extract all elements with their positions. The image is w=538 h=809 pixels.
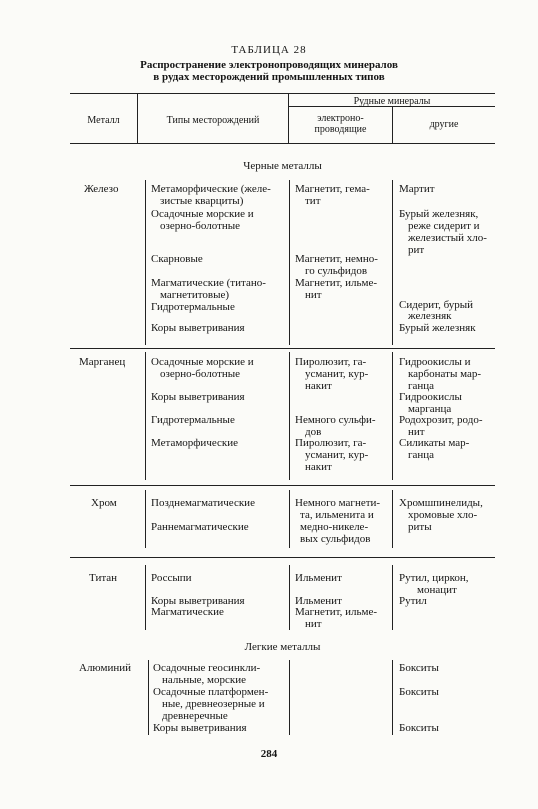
conductive-mineral-cell: усманит, кур-	[305, 368, 369, 380]
other-mineral-cell: железистый хло-	[408, 232, 487, 244]
body-divider-c5	[392, 660, 393, 735]
conductive-mineral-cell: Магнетит, немно-	[295, 253, 378, 265]
header-ore-minerals: Рудные минералы	[353, 96, 431, 107]
body-divider-b5	[289, 660, 290, 735]
conductive-mineral-cell: тит	[305, 195, 321, 207]
other-mineral-cell: риты	[408, 521, 432, 533]
other-mineral-cell: рит	[408, 244, 425, 256]
deposit-type-cell: Метаморфические (желе-	[151, 183, 271, 195]
body-divider-a1	[145, 180, 146, 345]
deposit-type-cell: Россыпи	[151, 572, 192, 584]
other-mineral-cell: ганца	[408, 449, 435, 461]
deposit-type-cell: Коры выветривания	[153, 722, 247, 734]
row-separator-3	[70, 557, 495, 558]
deposit-type-cell: Скарновые	[151, 253, 203, 265]
conductive-mineral-cell: медно-никеле-	[300, 521, 369, 533]
body-divider-a3	[145, 490, 146, 548]
body-divider-b1	[289, 180, 290, 345]
other-mineral-cell: Рутил	[399, 595, 427, 607]
conductive-mineral-cell: Немного магнети-	[295, 497, 381, 509]
conductive-mineral-cell: вых сульфидов	[300, 533, 371, 545]
body-divider-c3	[392, 490, 393, 548]
body-divider-b3	[289, 490, 290, 548]
other-mineral-cell: хромовые хло-	[408, 509, 478, 521]
conductive-mineral-cell: Ильменит	[295, 572, 342, 584]
deposit-type-cell: Магматические (титано-	[151, 277, 266, 289]
other-mineral-cell: реже сидерит и	[408, 220, 480, 232]
conductive-mineral-cell: накит	[305, 461, 332, 473]
table-title-line-1: Распространение электронопроводящих минералов	[140, 59, 398, 71]
header-top-rule	[70, 93, 495, 94]
deposit-type-cell: Гидротермальные	[151, 414, 235, 426]
deposit-type-cell: озерно-болотные	[160, 368, 241, 380]
metal-chromium: Хром	[91, 497, 117, 509]
body-divider-c2	[392, 352, 393, 480]
other-mineral-cell: Родохрозит, родо-	[399, 414, 483, 426]
deposit-type-cell: магнетитовые)	[160, 289, 230, 301]
deposit-type-cell: Коры выветривания	[151, 322, 245, 334]
section-ferrous: Черные металлы	[243, 160, 322, 172]
page-number: 284	[260, 748, 278, 760]
deposit-type-cell: Осадочные морские и	[151, 356, 254, 368]
conductive-mineral-cell: Пиролюзит, га-	[295, 437, 367, 449]
metal-manganese: Марганец	[79, 356, 126, 368]
deposit-type-cell: Магматические	[151, 606, 224, 618]
other-mineral-cell: Сидерит, бурый	[399, 299, 474, 311]
deposit-type-cell: Коры выветривания	[151, 595, 245, 607]
deposit-type-cell: Коры выветривания	[151, 391, 245, 403]
conductive-mineral-cell: Ильменит	[295, 595, 342, 607]
other-mineral-cell: нит	[408, 426, 425, 438]
table-caption: ТАБЛИЦА 28	[231, 44, 307, 56]
deposit-type-cell: ные, древнеозерные и	[162, 698, 265, 710]
other-mineral-cell: карбонаты мар-	[408, 368, 482, 380]
other-mineral-cell: Бокситы	[399, 662, 439, 674]
conductive-mineral-cell: Магнетит, ильме-	[295, 606, 378, 618]
deposit-type-cell: Позднемагматические	[151, 497, 255, 509]
metal-aluminum: Алюминий	[79, 662, 132, 674]
table-title-line-2: в рудах месторождений промышленных типов	[153, 71, 385, 83]
conductive-mineral-cell: Пиролюзит, га-	[295, 356, 367, 368]
body-divider-a5	[148, 660, 149, 735]
metal-titanium: Титан	[89, 572, 118, 584]
conductive-mineral-cell: Магнетит, ильме-	[295, 277, 378, 289]
other-mineral-cell: Мартит	[399, 183, 435, 195]
conductive-mineral-cell: та, ильменита и	[300, 509, 374, 521]
header-conductive-2: проводящие	[314, 124, 367, 135]
other-mineral-cell: Гидроокислы и	[399, 356, 471, 368]
other-mineral-cell: Рутил, циркон,	[399, 572, 469, 584]
header-bottom-rule	[70, 143, 495, 144]
other-mineral-cell: железняк	[408, 310, 452, 322]
other-mineral-cell: Силикаты мар-	[399, 437, 470, 449]
row-separator-1	[70, 348, 495, 349]
other-mineral-cell: ганца	[408, 380, 435, 392]
body-divider-b2	[289, 352, 290, 480]
deposit-type-cell: Раннемагматические	[151, 521, 249, 533]
conductive-mineral-cell: нит	[305, 289, 322, 301]
conductive-mineral-cell: Магнетит, гема-	[295, 183, 370, 195]
conductive-mineral-cell: го сульфидов	[305, 265, 368, 277]
deposit-type-cell: озерно-болотные	[160, 220, 241, 232]
other-mineral-cell: Гидроокислы	[399, 391, 462, 403]
deposit-type-cell: зистые кварциты)	[160, 195, 244, 207]
deposit-type-cell: Осадочные геосинкли-	[153, 662, 261, 674]
deposit-type-cell: Метаморфические	[151, 437, 239, 449]
other-mineral-cell: Бурый железняк,	[399, 208, 479, 220]
other-mineral-cell: Бурый железняк	[399, 322, 476, 334]
conductive-mineral-cell: накит	[305, 380, 332, 392]
header-deposit-types: Типы месторождений	[166, 115, 260, 126]
conductive-mineral-cell: нит	[305, 618, 322, 630]
other-mineral-cell: монацит	[417, 584, 457, 596]
deposit-type-cell: Осадочные платформен-	[153, 686, 269, 698]
body-divider-a2	[145, 352, 146, 480]
header-other: другие	[429, 119, 459, 130]
body-divider-c4	[392, 565, 393, 630]
conductive-mineral-cell: усманит, кур-	[305, 449, 369, 461]
conductive-mineral-cell: Немного сульфи-	[295, 414, 376, 426]
other-mineral-cell: Хромшпинелиды,	[399, 497, 483, 509]
header-metal: Металл	[87, 115, 120, 126]
other-mineral-cell: марганца	[408, 403, 452, 415]
section-light: Легкие металлы	[244, 641, 321, 653]
conductive-mineral-cell: дов	[305, 426, 322, 438]
row-separator-2	[70, 485, 495, 486]
body-divider-a4	[145, 565, 146, 630]
body-divider-c1	[392, 180, 393, 345]
deposit-type-cell: древнеречные	[162, 710, 228, 722]
deposit-type-cell: Гидротермальные	[151, 301, 235, 313]
metal-iron: Железо	[84, 183, 119, 195]
other-mineral-cell: Бокситы	[399, 686, 439, 698]
other-mineral-cell: Бокситы	[399, 722, 439, 734]
deposit-type-cell: Осадочные морские и	[151, 208, 254, 220]
body-divider-b4	[289, 565, 290, 630]
deposit-type-cell: нальные, морские	[162, 674, 246, 686]
header-conductive-1: электроно-	[317, 113, 364, 124]
